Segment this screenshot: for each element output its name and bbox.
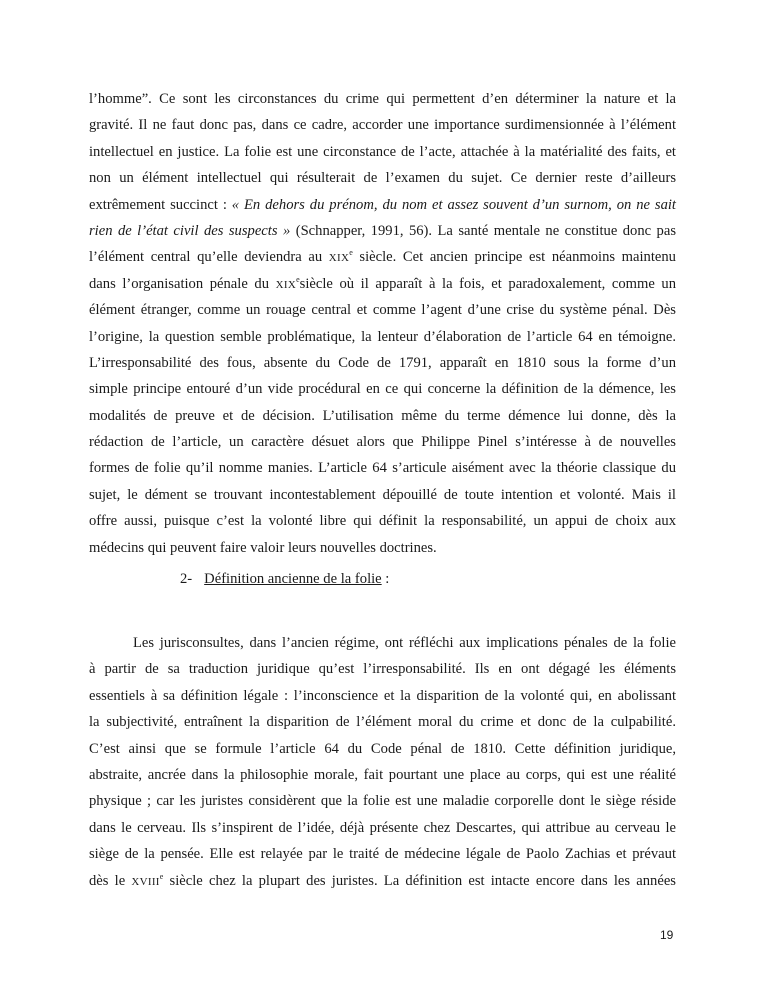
text-line: à partir de sa traduction juridique qu’est l’irresponsabilité. Ils en ont dégagé les éléments [89,661,676,678]
text-line: élément étranger, comme un rouage central et comme l’agent d’une crise du système pénal. Dès [89,302,676,319]
text-line: médecins qui peuvent faire valoir leurs nouvelles doctrines. [89,539,437,556]
text-line: dans le cerveau. Ils s’inspirent de l’idée, déjà présente chez Descartes, qui attribue au cerveau le [89,819,676,836]
section-heading [180,569,389,589]
text-line: dès le XVIIIe siècle chez la plupart des juristes. La définition est intacte encore dans les années [89,871,676,889]
quotation: rien de l’état civil des suspects » [89,222,291,239]
text-line: sujet, le dément se trouvant incontestablement dépouillé de toute intention et volonté. Mais il [89,486,676,503]
text-line: dans l’organisation pénale du XIXesiècle où il apparaît à la fois, et paradoxalement, comme un [89,274,677,292]
text-line: l’origine, la question semble problématique, la lenteur d’élaboration de l’article 64 en témoigne. [89,328,676,345]
text-line: L’irresponsabilité des fous, absente du Code de 1791, apparaît en 1810 sous la forme d’un [89,354,676,371]
text-line: l’élément central qu’elle deviendra au XIXe siècle. Cet ancien principe est néanmoins maintenu [89,248,676,266]
superscript: e [349,248,353,258]
text-line: l’homme”. Ce sont les circonstances du crime qui permettent d’en déterminer la nature et la [89,91,676,107]
text-line: formes de folie qu’il nomme manies. L’article 64 s’articule aisément avec la théorie classique du [89,460,676,477]
body-paragraph-2 [89,630,676,894]
text-line: rien de l’état civil des suspects » (Schnapper, 1991, 56). La santé mentale ne constitue donc pas [89,222,677,239]
text-line: abstraite, ancrée dans la philosophie morale, fait pourtant une place au corps, qui est une réalité [89,766,676,783]
text-line: non un élément intellectuel qui résulterait de l’examen du sujet. Ce dernier reste d’ailleurs [89,170,676,187]
text-line: C’est ainsi que se formule l’article 64 du Code pénal de 1810. Cette définition juridique, [89,740,676,757]
body-paragraph-1 [89,86,676,561]
text-line: modalités de preuve et de décision. L’utilisation même du terme démence lui donne, dès la [89,407,676,424]
section-title-suffix: : [381,571,390,587]
text-line: physique ; car les juristes considèrent que la folie est une maladie corporelle dont le siège réside [89,793,676,810]
text-line: la subjectivité, entraînent la disparition de l’élément moral du crime et donc de la culpabilité. [89,714,676,731]
text-line: offre aussi, puisque c’est la volonté libre qui définit la responsabilité, un appui de choix aux [89,513,676,530]
section-title: Définition ancienne de la folie [204,571,382,587]
text-line: intellectuel en justice. La folie est une circonstance de l’acte, attachée à la matérialité des faits, et [89,143,676,160]
text-line: simple principe entouré d’un vide procédural en ce qui concerne la définition de la démence, les [89,381,676,398]
century-numeral: XIX [328,252,350,265]
text-line: siège de la pensée. Elle est relayée par le traité de médecine légale de Paolo Zachias et prévaut [89,846,676,863]
quotation: « En dehors du prénom, du nom et assez souvent d’un surnom, on ne sait [231,196,676,213]
text-line: rédaction de l’article, un caractère désuet alors que Philippe Pinel s’intéresse à de nouvelles [89,434,676,451]
text-line: extrêmement succinct : « En dehors du prénom, du nom et assez souvent d’un surnom, on ne sait [89,196,676,213]
text-line: gravité. Il ne faut donc pas, dans ce cadre, accorder une importance surdimensionnée à l’élément [89,117,676,134]
superscript: e [296,274,300,284]
superscript: e [159,871,164,881]
page-number: 19 [660,928,674,942]
century-numeral: XIX [275,278,297,291]
text-line: Les jurisconsultes, dans l’ancien régime, ont réfléchi aux implications pénales de la folie [133,635,676,651]
text-line: essentiels à sa définition légale : l’inconscience et la disparition de la volonté qui, en abolissant [89,687,676,704]
section-number: 2- [180,571,193,587]
century-numeral: XVIII [131,875,160,888]
